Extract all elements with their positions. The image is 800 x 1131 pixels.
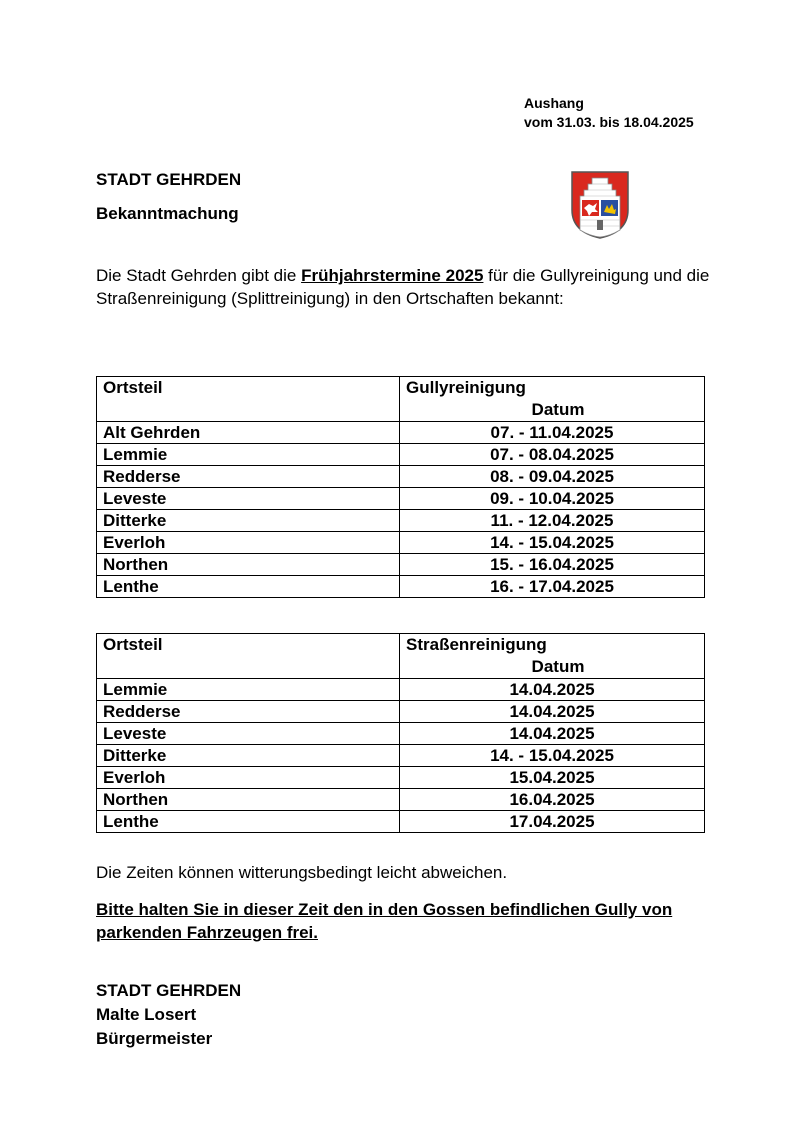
table-row [97,576,705,598]
signature-block [96,979,241,1051]
table-row [97,488,705,510]
district-cell: Lemmie [97,679,400,701]
table-row [97,811,705,833]
column-header-street [400,634,705,679]
column-header-district: Ortsteil [97,377,400,422]
district-cell: Redderse [97,701,400,723]
column-header-street-title: Straßenreinigung [406,635,547,654]
date-cell: 09. - 10.04.2025 [400,488,705,510]
org-heading: STADT GEHRDEN [96,170,242,189]
column-header-date: Datum [531,657,585,676]
district-cell: Leveste [97,488,400,510]
table-row [97,679,705,701]
parking-warning: Bitte halten Sie in dieser Zeit den in den Gossen befindlichen Gully von parkenden Fahrzeugen frei. [96,900,673,942]
date-cell: 15.04.2025 [400,767,705,789]
timing-note: Die Zeiten können witterungsbedingt leicht abweichen. [96,863,508,882]
table-row [97,466,705,488]
district-cell: Alt Gehrden [97,422,400,444]
date-cell: 15. - 16.04.2025 [400,554,705,576]
date-cell: 16.04.2025 [400,789,705,811]
district-cell: Lenthe [97,811,400,833]
date-cell: 14. - 15.04.2025 [400,532,705,554]
signature-name: Malte Losert [96,1005,197,1024]
date-cell: 17.04.2025 [400,811,705,833]
table-row [97,510,705,532]
date-cell: 07. - 08.04.2025 [400,444,705,466]
intro-text-before: Die Stadt Gehrden gibt die [96,266,302,285]
signature-title: Bürgermeister [96,1029,213,1048]
district-cell: Everloh [97,767,400,789]
district-cell: Ditterke [97,745,400,767]
document-type: Bekanntmachung [96,204,239,223]
signature-org: STADT GEHRDEN [96,981,242,1000]
district-cell: Ditterke [97,510,400,532]
coat-of-arms-icon [570,170,630,240]
street-cleaning-table [96,633,705,833]
district-cell: Northen [97,554,400,576]
table-header-row [97,377,705,422]
intro-paragraph [96,264,716,310]
table-row [97,554,705,576]
district-cell: Redderse [97,466,400,488]
date-cell: 14.04.2025 [400,701,705,723]
date-cell: 08. - 09.04.2025 [400,466,705,488]
table-row [97,723,705,745]
district-cell: Lenthe [97,576,400,598]
table-row [97,789,705,811]
table-row [97,444,705,466]
table-row [97,422,705,444]
intro-text-after: für die Gullyreinigung und die Straßenreinigung (Splittreinigung) in den Ortschaften bekannt: [96,266,710,308]
district-cell: Leveste [97,723,400,745]
table-row [97,767,705,789]
intro-highlight: Frühjahrstermine 2025 [301,266,484,285]
date-cell: 11. - 12.04.2025 [400,510,705,532]
district-cell: Northen [97,789,400,811]
date-cell: 14.04.2025 [400,679,705,701]
date-cell: 14.04.2025 [400,723,705,745]
column-header-gully [400,377,705,422]
date-cell: 14. - 15.04.2025 [400,745,705,767]
date-cell: 16. - 17.04.2025 [400,576,705,598]
gully-cleaning-table [96,376,705,598]
notice-label: Aushang [524,95,584,111]
table-row [97,745,705,767]
column-header-date: Datum [531,400,585,419]
date-cell: 07. - 11.04.2025 [400,422,705,444]
district-cell: Everloh [97,532,400,554]
table-row [97,701,705,723]
district-cell: Lemmie [97,444,400,466]
notice-dates: vom 31.03. bis 18.04.2025 [524,114,694,130]
table-header-row [97,634,705,679]
column-header-district: Ortsteil [97,634,400,679]
table-row [97,532,705,554]
column-header-gully-title: Gullyreinigung [406,378,526,397]
notice-period [524,94,694,132]
